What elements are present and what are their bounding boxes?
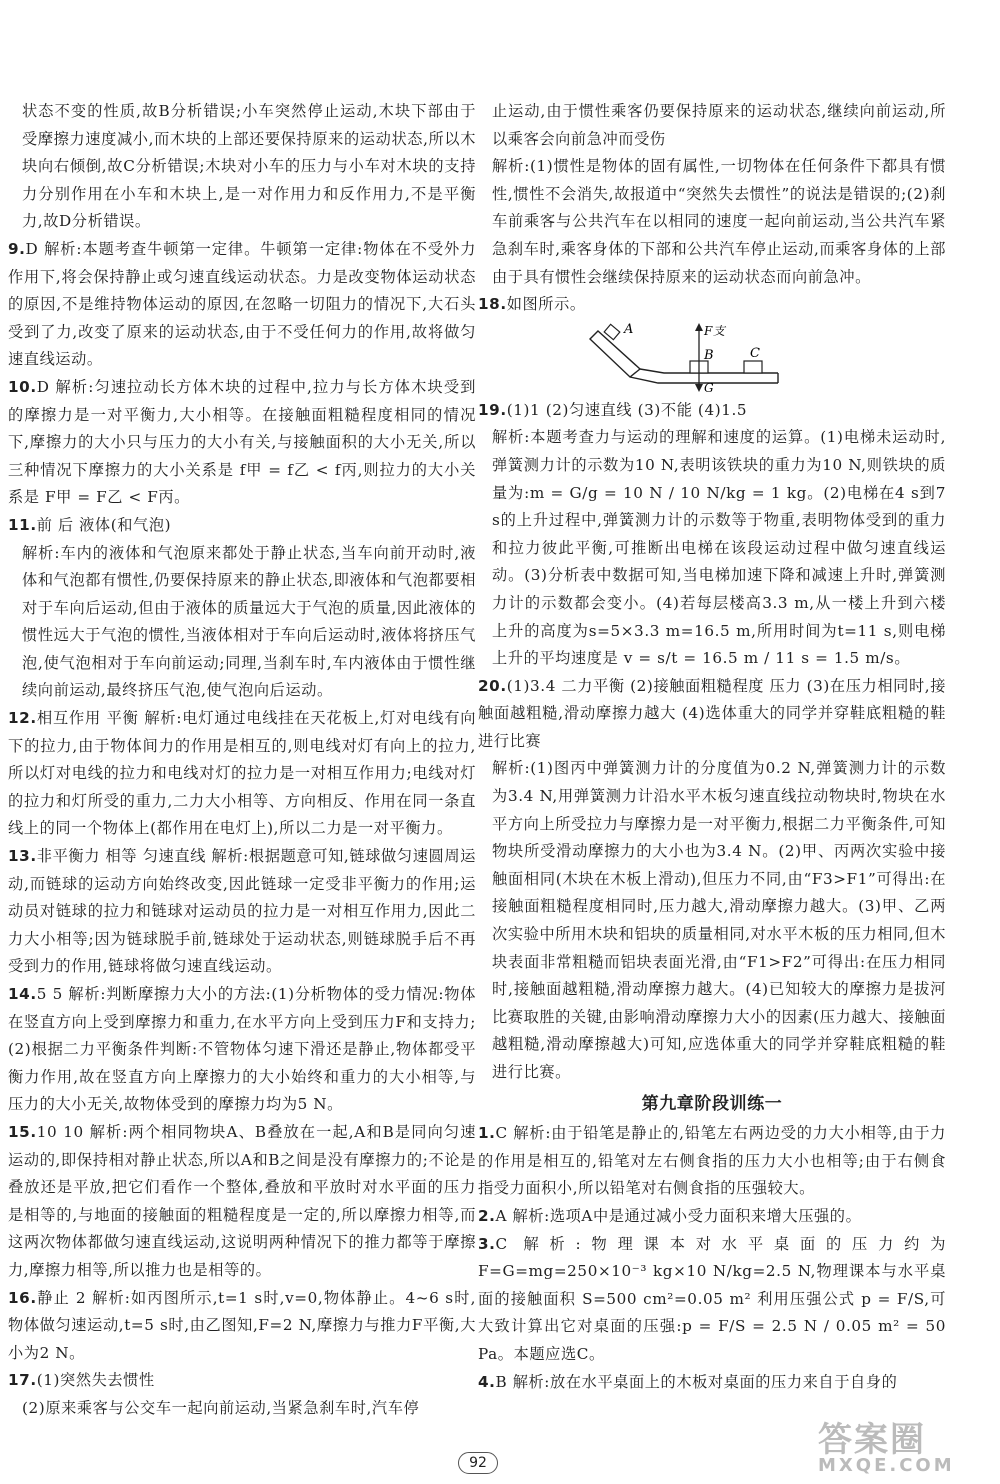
item-text: 相互作用 平衡 解析:电灯通过电线挂在天花板上,灯对电线有向下的拉力,由于物体间力的作用是相互的,则电线对灯有向上的拉力,所以灯对电线的拉力和电线对灯的拉力是一对相互作用力;电线对灯的拉力和灯所受的重力,二力大小相等、方向相反、作用在同一条直线上的同一个物体上(都作用在电灯上),所以二力是一对平衡力。 [8,709,476,838]
item-text: A 解析:选项A中是通过减小受力面积来增大压强的。 [495,1206,862,1225]
answer-item [478,755,946,1086]
item-text: 解析:车内的液体和气泡原来都处于静止状态,当车向前开动时,液体和气泡都有惯性,仍要保持原来的静止状态,即液体和气泡都要相对于车向后运动,但由于液体的质量远大于气泡的质量,因此液体的惯性远大于气泡的惯性,当液体相对于车向后运动时,液体将挤压气泡,使气泡相对于车向前运动;同理,当刹车时,车内液体由于惯性继续向前运动,最终挤压气泡,使气泡向后运动。 [22,543,476,700]
answer-item [8,1395,476,1423]
item-text: 静止 2 解析:如丙图所示,t=1 s时,v=0,物体静止。4~6 s时,物体做匀速运动,t=5 s时,由乙图知,F=2 N,摩擦力与推力F平衡,大小为2 N。 [8,1288,476,1362]
answer-item [8,374,476,512]
answer-item [478,397,946,425]
left-column [8,98,476,1423]
label-g: G [704,380,715,393]
item-number: 12. [8,709,37,728]
item-text: D 解析:匀速拉动长方体木块的过程中,拉力与长方体木块受到的摩擦力是一对平衡力,大小相等。在接触面粗糙程度相同的情况下,摩擦力的大小只与压力的大小有关,与接触面积的大小无关,所以三种情况下摩擦力的大小关系是 f甲 = f乙 < f丙,则拉力的大小关系是 F甲 = F乙 < F丙。 [8,377,476,507]
item-number: 4. [478,1372,496,1391]
item-text: 如图所示。 [506,295,586,314]
item-text: (1)突然失去惯性 [36,1371,155,1390]
item-text: 解析:本题考查力与运动的理解和速度的运算。(1)电梯未运动时,弹簧测力计的示数为10 N,表明该铁块的重力为10 N,则铁块的质量为:m = G/g = 10 N / 10 N/kg = 1 kg。(2)电梯在4 s到7 s的上升过程中,弹簧测力计的示数等于物重,表明物体受到的重力和拉力彼此平衡,可推断出电梯在该段运动过程中做匀速直线运动。(3)分析表中数据可知,当电梯加速下降和减速上升时,弹簧测力计的示数都会变小。(4)若每层楼高3.3 m,从一楼上升到六楼上升的高度为s=5×3.3 m=16.5 m,所用时间为t=11 s,则电梯上升的平均速度是 v = s/t = 16.5 m / 11 s = 1.5 m/s。 [492,428,946,668]
item-text: (1)3.4 二力平衡 (2)接触面粗糙程度 压力 (3)在压力相同时,接触面越粗糙,滑动摩擦力越大 (4)选体重大的同学并穿鞋底粗糙的鞋进行比赛 [478,676,946,750]
label-b: B [704,347,715,363]
item-text: (2)原来乘客与公交车一起向前运动,当紧急刹车时,汽车停 [22,1398,420,1417]
item-text: 解析:(1)惯性是物体的固有属性,一切物体在任何条件下都具有惯性,惯性不会消失,故报道中“突然失去惯性”的说法是错误的;(2)刹车前乘客与公共汽车在以相同的速度一起向前运动,当公共汽车紧急刹车时,乘客身体的下部和公共汽车停止运动,而乘客身体的上部由于具有惯性会继续保持原来的运动状态而向前急冲。 [492,157,946,286]
block-a [604,324,620,339]
answer-item [478,153,946,291]
label-a: A [624,321,634,337]
answer-item [478,1120,946,1203]
item-number: 1. [478,1124,496,1143]
answer-item [478,1231,946,1369]
answer-item [8,981,476,1119]
item-number: 10. [8,377,37,396]
answer-item [8,236,476,374]
answer-item [478,673,946,756]
label-f: F支 [704,323,726,338]
item-text: C 解析:由于铅笔是静止的,铅笔左右两边受的力大小相等,由于力的作用是相互的,铅笔对左右侧食指的压力大小也相等;由于右侧食指受力面积小,所以铅笔对右侧食指的压强较大。 [478,1124,946,1198]
item-number: 17. [8,1371,37,1390]
page-number: 92 [458,1452,498,1474]
answer-item [478,1369,946,1397]
answer-item [478,1203,946,1231]
answer-item [478,98,946,153]
watermark-top: 答案圈 [818,1420,926,1460]
item-number: 15. [8,1122,37,1141]
answer-item [8,705,476,843]
item-text: D 解析:本题考查牛顿第一定律。牛顿第一定律:物体在不受外力作用下,将会保持静止或匀速直线运动状态。力是改变物体运动状态的原因,不是维持物体运动的原因,在忽略一切阻力的情况下,大石头受到了力,改变了原来的运动状态,由于不受任何力的作用,故将做匀速直线运动。 [8,239,476,369]
answer-item [478,424,946,672]
item-number: 18. [478,295,507,314]
item-number: 20. [478,676,507,695]
item-text: 非平衡力 相等 匀速直线 解析:根据题意可知,链球做匀速圆周运动,而链球的运动方向始终改变,因此链球一定受非平衡力的作用;运动员对链球的拉力和链球对运动员的拉力是一对相互作用力,因此二力大小相等;因为链球脱手前,链球处于运动状态,则链球脱手后不再受到力的作用,链球将做匀速直线运动。 [8,847,476,976]
answer-item [8,512,476,540]
figure-18-diagram [478,321,946,393]
answer-item [8,98,476,236]
answer-item [478,291,946,319]
item-number: 19. [478,400,507,419]
right-column [478,98,946,1396]
answer-item [8,1285,476,1368]
item-number: 14. [8,985,37,1003]
item-text: 前 后 液体(和气泡) [36,515,172,534]
label-c: C [750,345,761,361]
item-text: 止运动,由于惯性乘客仍要保持原来的运动状态,继续向前运动,所以乘客会向前急冲而受伤 [492,102,946,148]
item-number: 11. [8,515,37,534]
answer-item [8,540,476,706]
item-number: 9. [8,239,26,258]
answer-item [8,843,476,981]
force-diagram [478,321,946,393]
section-title: 第九章阶段训练一 [641,1093,783,1114]
item-text: (1)1 (2)匀速直线 (3)不能 (4)1.5 [506,400,748,419]
item-text: 5 5 解析:判断摩擦力大小的方法:(1)分析物体的受力情况:物体在竖直方向上受到摩擦力和重力,在水平方向上受到压力F和支持力;(2)根据二力平衡条件判断:不管物体匀速下滑还是静止,物体都受平衡力作用,故在竖直方向上摩擦力的大小始终和重力的大小相等,与压力的大小无关,故物体受到的摩擦力均为5 N。 [8,985,476,1114]
item-text: 10 10 解析:两个相同物块A、B叠放在一起,A和B是同向匀速运动的,即保持相对静止状态,所以A和B之间是没有摩擦力的;不论是叠放还是平放,把它们看作一个整体,叠放和平放时对水平面的压力是相等的,与地面的接触面的粗糙程度是一定的,所以摩擦力相等,而这两次物体都做匀速直线运动,这说明两种情况下的推力都等于摩擦力,摩擦力相等,所以推力也是相等的。 [8,1122,476,1279]
item-text: 状态不变的性质,故B分析错误;小车突然停止运动,木块下部由于受摩擦力速度减小,而木块的上部还要保持原来的运动状态,所以木块向右倾倒,故C分析错误;木块对小车的压力与小车对木块的支持力分别作用在小车和木块上,是一对作用力和反作用力,不是平衡力,故D分析错误。 [22,102,476,231]
item-number: 3. [478,1234,496,1253]
item-text: B 解析:放在水平桌面上的木板对桌面的压力来自于自身的 [495,1372,898,1391]
answer-item [8,1119,476,1285]
item-text: 解析:(1)图丙中弹簧测力计的分度值为0.2 N,弹簧测力计的示数为3.4 N,用弹簧测力计沿水平木板匀速直线拉动物块时,物块在水平方向上所受拉力与摩擦力是一对平衡力,根据二力平衡条件,可知物块所受滑动摩擦力的大小也为3.4 N。(2)甲、丙两次实验中接触面相同(木块在木板上滑动),但压力不同,由“F3>F1”可得出:在接触面粗糙程度相同时,压力越大,滑动摩擦力越大。(3)甲、乙两次实验中所用木块和铝块的质量相同,对水平木板的压力相同,但木块表面非常粗糙而铝块表面光滑,由“F1>F2”可得出:在压力相同时,接触面越粗糙,滑动摩擦力越大。(4)已知较大的摩擦力是拔河比赛取胜的关键,由影响滑动摩擦力大小的因素(压力越大、接触面越粗糙,滑动摩擦越大)可知,应选体重大的同学并穿鞋底粗糙的鞋进行比赛。 [492,759,947,1081]
item-number: 2. [478,1206,496,1225]
block-c [744,361,762,373]
item-number: 13. [8,847,37,866]
item-text: C 解析:物理课本对水平桌面的压力约为 F=G=mg=250×10⁻³ kg×10 N/kg=2.5 N,物理课本与水平桌面的接触面积 S=500 cm²=0.05 m² 利用压强公式 p = F/S,可大致计算出它对桌面的压强:p = F/S = 2.5 N / 0.05 m² = 50 Pa。本题应选C。 [478,1234,946,1363]
item-number: 16. [8,1288,37,1307]
watermark-logo [818,1412,955,1476]
watermark-bottom: MXQE.COM [818,1455,955,1476]
answer-item [8,1367,476,1395]
